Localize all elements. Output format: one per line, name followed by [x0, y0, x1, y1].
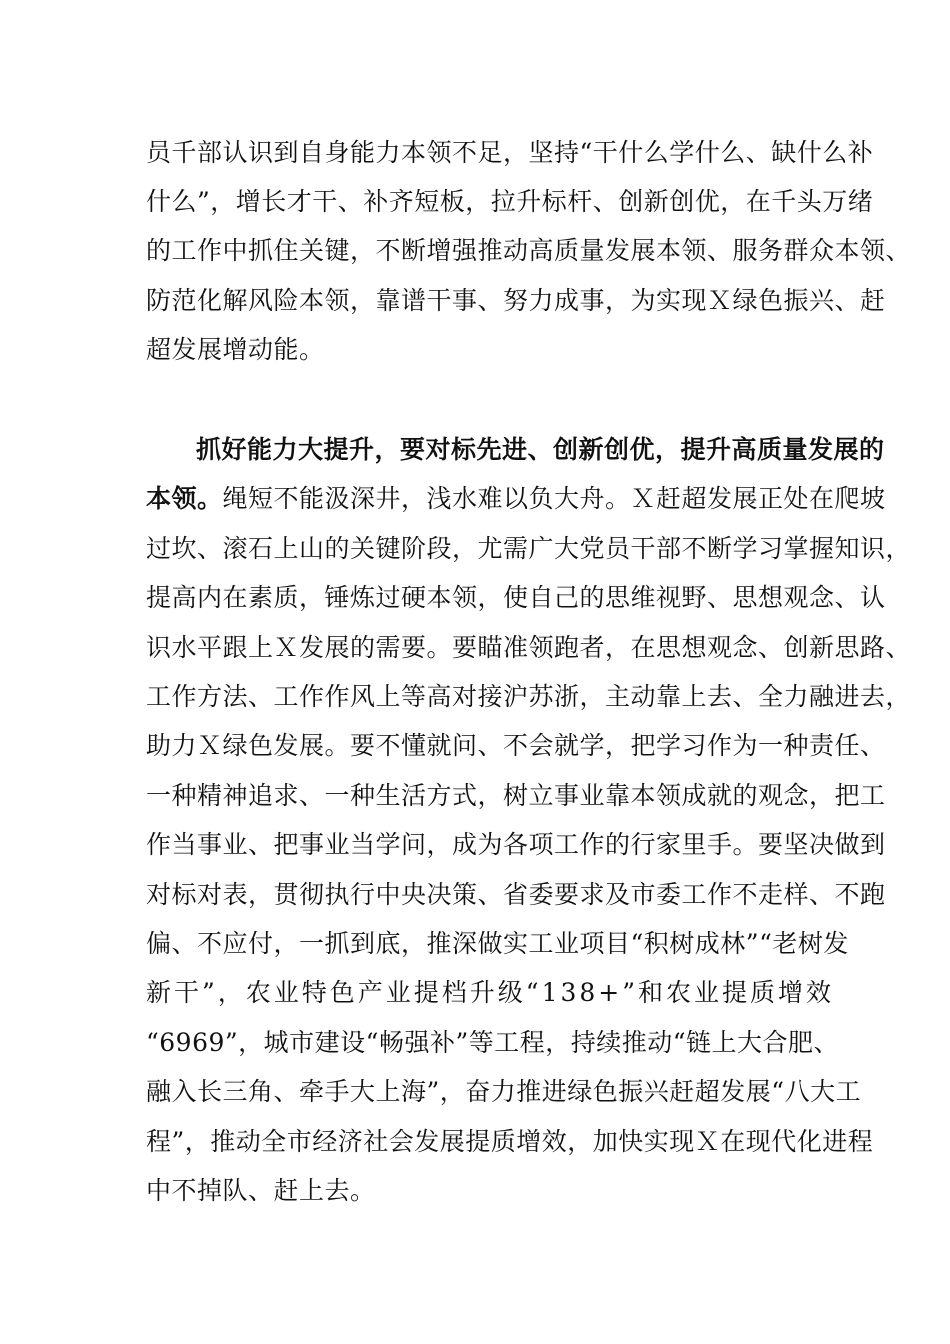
paragraph-2-line-2-text: 绳短不能汲深井，浅水难以负大舟。Ｘ赶超发展正处在爬坡: [222, 484, 886, 513]
paragraph-1-line-1: 员千部认识到自身能力本领不足，坚持“干什么学什么、缺什么补: [146, 138, 874, 167]
paragraph-2-line-13: “6969”，城市建设“畅强补”等工程，持续推动“链上大合肥、: [146, 1028, 840, 1057]
paragraph-2-line-2: [146, 483, 886, 515]
paragraph-2-line-15: 程”，推动全市经济社会发展提质增效，加快实现Ｘ在现代化进程: [146, 1127, 874, 1156]
paragraph-1-line-5: 超发展增动能。: [146, 335, 325, 364]
paragraph-1-line-3: 的工作中抓住关键，不断增强推动高质量发展本领、服务群众本领、: [146, 236, 912, 265]
paragraph-2-heading-end: 本领。: [146, 484, 223, 513]
paragraph-2-line-7: 助力Ｘ绿色发展。要不懂就问、不会就学，把学习作为一种责任、: [146, 731, 886, 760]
paragraph-2-heading: 抓好能力大提升，要对标先进、创新创优，提升高质量发展的: [196, 435, 885, 464]
paragraph-2-line-8: 一种精神追求、一种生活方式，树立事业靠本领成就的观念，把工: [146, 781, 886, 810]
paragraph-2-line-10: 对标对表，贯彻执行中央决策、省委要求及市委工作不走样、不跑: [146, 880, 886, 909]
paragraph-2-line-14: 融入长三角、牵手大上海”，奋力推进绿色振兴赶超发展“八大工: [146, 1077, 862, 1106]
paragraph-2-line-9: 作当事业、把事业当学问，成为各项工作的行家里手。要坚决做到: [146, 830, 886, 859]
paragraph-2-line-5: 识水平跟上Ｘ发展的需要。要瞄准领跑者，在思想观念、创新思路、: [146, 633, 912, 662]
paragraph-2-line-6: 工作方法、工作作风上等高对接沪苏浙，主动靠上去、全力融进去，: [146, 682, 912, 711]
paragraph-1-line-4: 防范化解风险本领，靠谱干事、努力成事，为实现Ｘ绿色振兴、赶: [146, 286, 886, 315]
paragraph-2-line-4: 提高内在素质，锤炼过硬本领，使自己的思维视野、思想观念、认: [146, 583, 886, 612]
paragraph-2-line-3: 过坎、滚石上山的关键阶段，尤需广大党员干部不断学习掌握知识，: [146, 534, 912, 563]
paragraph-2-line-11: 偏、不应付，一抓到底，推深做实工业项目“积树成林”“老树发: [146, 929, 849, 958]
paragraph-1-line-2: 什么”，增长才干、补齐短板，拉升标杆、创新创优，在千头万绪: [146, 187, 874, 216]
paragraph-2-line-12: 新干”，农业特色产业提档升级“138+”和农业提质增效: [146, 978, 835, 1007]
paragraph-2-line-16: 中不掉队、赶上去。: [146, 1176, 376, 1205]
